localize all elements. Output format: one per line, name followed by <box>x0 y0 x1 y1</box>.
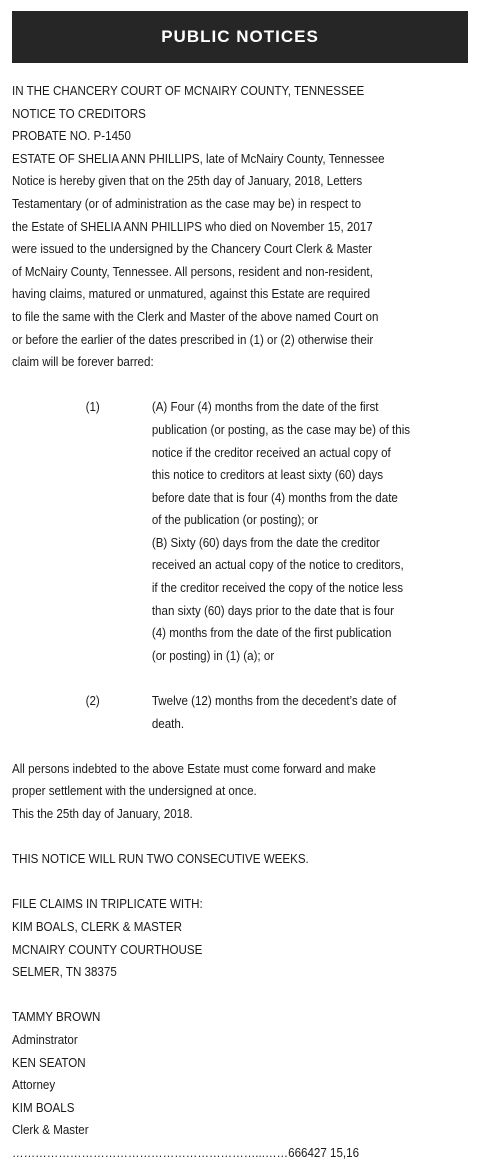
section-title: PUBLIC NOTICES <box>161 27 319 46</box>
settlement-line: proper settlement with the undersigned at once. <box>12 784 257 799</box>
intro-line: having claims, matured or unmatured, against this Estate are required <box>12 287 371 302</box>
intro-line: or before the earlier of the dates prescribed in (1) or (2) otherwise their <box>12 332 374 347</box>
intro-line: ESTATE OF SHELIA ANN PHILLIPS, late of McNairy County, Tennessee <box>12 151 385 166</box>
clause-1-line: if the creditor received the copy of the notice less <box>151 581 404 596</box>
clause-1-line: (or posting) in (1) (a); or <box>151 648 275 663</box>
clause-1-line: publication (or posting, as the case may be) of this <box>151 422 411 437</box>
file-claims-line: FILE CLAIMS IN TRIPLICATE WITH: <box>12 897 203 912</box>
clause-1-number: (1) <box>85 400 100 415</box>
file-claims-line: MCNAIRY COUNTY COURTHOUSE <box>12 942 203 957</box>
signature-role: Adminstrator <box>12 1032 78 1047</box>
signature-block <box>12 1006 433 1142</box>
intro-line: of McNairy County, Tennessee. All persons, resident and non-resident, <box>12 264 373 279</box>
intro-line: to file the same with the Clerk and Master of the above named Court on <box>12 309 379 324</box>
signature-name: TAMMY BROWN <box>12 1010 101 1025</box>
court-line: IN THE CHANCERY COURT OF MCNAIRY COUNTY, TENNESSEE <box>12 84 365 98</box>
clause-1 <box>12 396 433 667</box>
clause-1-line: received an actual copy of the notice to creditors, <box>151 558 404 573</box>
clause-2-line: death. <box>151 716 185 731</box>
clause-1-line: notice if the creditor received an actual copy of <box>151 445 391 460</box>
notice-id-line: ………………………………………………………...……666427 15,16 <box>12 1145 360 1160</box>
section-header <box>12 11 468 63</box>
signature-role: Attorney <box>12 1078 56 1093</box>
intro-line: claim will be forever barred: <box>12 355 154 370</box>
clause-1-line: (B) Sixty (60) days from the date the creditor <box>151 535 380 550</box>
file-claims-line: SELMER, TN 38375 <box>12 965 117 980</box>
intro-paragraph <box>12 148 433 374</box>
settlement-paragraph <box>12 758 433 826</box>
notice-body <box>12 80 433 1165</box>
clause-1-line: (A) Four (4) months from the date of the first <box>151 400 379 415</box>
intro-line: Testamentary (or of administration as the case may be) in respect to <box>12 196 362 211</box>
clause-1-line: this notice to creditors at least sixty (60) days <box>151 468 384 483</box>
signature-role: Clerk & Master <box>12 1123 89 1138</box>
clause-1-line: than sixty (60) days prior to the date that is four <box>151 603 394 618</box>
probate-number: PROBATE NO. P-1450 <box>12 129 131 144</box>
clause-2-number: (2) <box>85 694 100 709</box>
clause-1-line: (4) months from the date of the first publication <box>151 626 392 641</box>
run-notice: THIS NOTICE WILL RUN TWO CONSECUTIVE WEEKS. <box>12 852 309 867</box>
intro-line: the Estate of SHELIA ANN PHILLIPS who died on November 15, 2017 <box>12 219 373 234</box>
intro-line: Notice is hereby given that on the 25th day of January, 2018, Letters <box>12 174 363 189</box>
file-claims-line: KIM BOALS, CLERK & MASTER <box>12 919 182 934</box>
clause-1-line: of the publication (or posting); or <box>151 513 319 528</box>
clause-1-line: before date that is four (4) months from the date <box>151 490 398 505</box>
signature-name: KEN SEATON <box>12 1055 86 1070</box>
signature-name: KIM BOALS <box>12 1100 75 1115</box>
file-claims-block <box>12 893 433 983</box>
settlement-line: All persons indebted to the above Estate must come forward and make <box>12 761 376 776</box>
clause-2 <box>12 690 433 735</box>
intro-line: were issued to the undersigned by the Chancery Court Clerk & Master <box>12 242 373 257</box>
notice-date: This the 25th day of January, 2018. <box>12 807 193 821</box>
notice-type: NOTICE TO CREDITORS <box>12 106 146 121</box>
clause-2-line: Twelve (12) months from the decedent’s date of <box>151 694 397 709</box>
